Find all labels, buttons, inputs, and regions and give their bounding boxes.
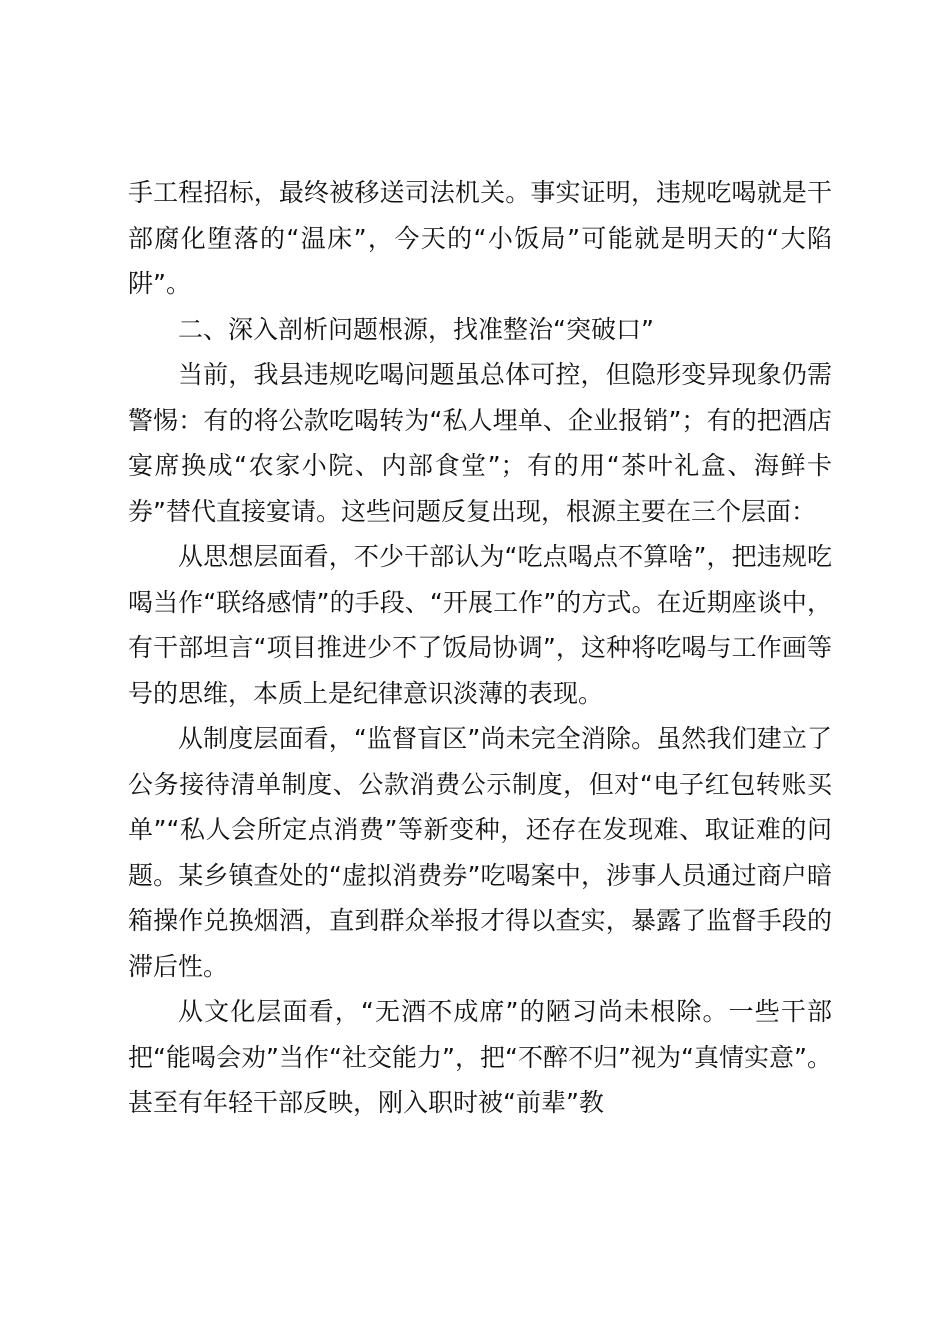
- paragraph-6: 从文化层面看，“无酒不成席”的陋习尚未根除。一些干部把“能喝会劝”当作“社交能力”，把“不醉不归”视为“真情实意”。甚至有年轻干部反映，刚入职时被“前辈”教: [128, 997, 832, 1117]
- document-body: [128, 170, 832, 1126]
- paragraph-1: 手工程招标，最终被移送司法机关。事实证明，违规吃喝就是干部腐化堕落的“温床”，今天的“小饭局”可能就是明天的“大陷阱”。: [128, 178, 832, 298]
- paragraph-3: 当前，我县违规吃喝问题虽总体可控，但隐形变异现象仍需警惕：有的将公款吃喝转为“私人埋单、企业报销”；有的把酒店宴席换成“农家小院、内部食堂”；有的用“茶叶礼盒、海鲜卡券”替代直接宴请。这些问题反复出现，根源主要在三个层面：: [128, 360, 832, 526]
- section-heading: 二、深入剖析问题根源，找准整治“突破口”: [178, 314, 654, 344]
- paragraph-4: 从思想层面看，不少干部认为“吃点喝点不算啥”，把违规吃喝当作“联络感情”的手段、“开展工作”的方式。在近期座谈中，有干部坦言“项目推进少不了饭局协调”，这种将吃喝与工作画等号的思维，本质上是纪律意识淡薄的表现。: [128, 542, 832, 708]
- paragraph-5: 从制度层面看，“监督盲区”尚未完全消除。虽然我们建立了公务接待清单制度、公款消费公示制度，但对“电子红包转账买单”“私人会所定点消费”等新变种，还存在发现难、取证难的问题。某乡镇查处的“虚拟消费券”吃喝案中，涉事人员通过商户暗箱操作兑换烟酒，直到群众举报才得以查实，暴露了监督手段的滞后性。: [128, 724, 832, 981]
